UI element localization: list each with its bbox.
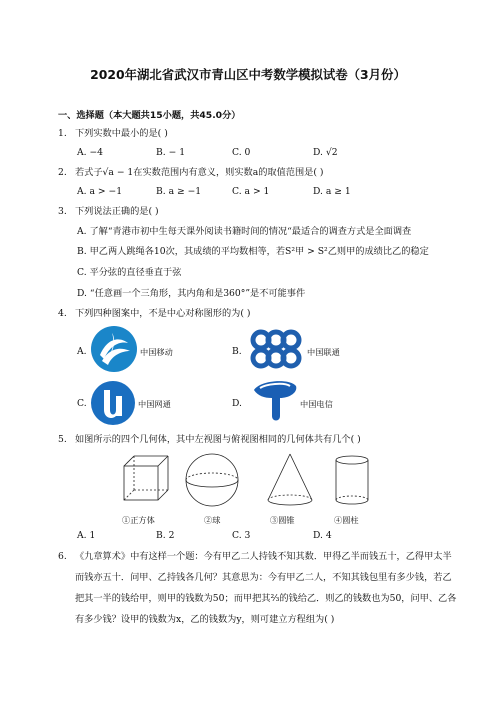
option-c: C. 0	[232, 147, 251, 158]
option-c: C. 3	[232, 530, 251, 541]
china-telecom-logo-icon	[250, 376, 300, 424]
question-number: 2.	[58, 167, 67, 178]
option-d: D.	[232, 398, 242, 409]
option-b: B. 甲乙两人跳绳各10次，其成绩的平均数相等，若S²甲 > S²乙则甲的成绩比乙的稳定	[77, 246, 429, 257]
china-unicom-knot-icon	[246, 328, 306, 372]
question-number: 5.	[58, 434, 67, 445]
option-c: C. a > 1	[232, 186, 270, 197]
question-number: 4.	[58, 308, 67, 319]
logo-caption: 中国移动	[140, 347, 173, 357]
shape-label: ②球	[204, 515, 221, 525]
option-a: A. 了解“青港市初中生每天课外阅读书籍时间的情况“最适合的调查方式是全面调查	[77, 226, 412, 237]
option-a: A. −4	[77, 147, 104, 158]
option-d: D. 4	[313, 530, 332, 541]
question-text-line: 《九章算术》中有这样一个题：今有甲乙二人持钱不知其数．甲得乙半而钱五十，乙得甲太半	[75, 551, 452, 562]
question-text: 若式子√a − 1在实数范围内有意义，则实数a的取值范围是( )	[75, 167, 324, 178]
question-text: 下列实数中最小的是( )	[75, 128, 168, 139]
option-a: A.	[77, 346, 87, 357]
page-title: 2020年湖北省武汉市青山区中考数学模拟试卷（3月份）	[90, 67, 406, 82]
shape-label: ④圆柱	[334, 515, 359, 525]
option-b: B. 2	[156, 530, 175, 541]
option-d: D. √2	[313, 147, 338, 158]
question-text-line: 有多少钱？设甲的钱数为x，乙的钱数为y，则可建立方程组为( )	[75, 614, 335, 625]
option-c: C.	[77, 398, 87, 409]
option-c: C. 平分弦的直径垂直于弦	[77, 267, 182, 278]
china-netcom-logo-icon	[90, 380, 136, 426]
question-text: 下列说法正确的是( )	[75, 206, 159, 217]
question-number: 6.	[58, 551, 67, 562]
option-b: B. a ≥ −1	[156, 186, 202, 197]
solid-figures	[120, 452, 380, 516]
option-b: B. − 1	[156, 147, 186, 158]
question-text: 下列四种图案中，不是中心对称图形的为( )	[75, 308, 251, 319]
question-text: 如图所示的四个几何体，其中左视图与俯视图相同的几何体共有几个( )	[75, 434, 361, 445]
question-number: 3.	[58, 206, 67, 217]
question-text-line: 而钱亦五十．问甲、乙持钱各几何？其意思为：今有甲乙二人，不知其钱包里有多少钱，若乙	[75, 572, 452, 583]
option-d: D. “任意画一个三角形，其内角和是360°”是不可能事件	[77, 288, 306, 299]
section-heading: 一、选择题（本大题共15小题，共45.0分）	[58, 110, 241, 121]
logo-caption: 中国网通	[138, 399, 171, 409]
option-d: D. a ≥ 1	[313, 186, 351, 197]
question-number: 1.	[58, 128, 67, 139]
china-mobile-logo-icon	[90, 325, 138, 373]
option-b: B.	[232, 346, 242, 357]
logo-caption: 中国联通	[307, 347, 340, 357]
shape-label: ①正方体	[122, 515, 155, 525]
question-text-line: 把其一半的钱给甲，则甲的钱数为50；而甲把其⅔的钱给乙．则乙的钱数也为50，问甲、乙各	[75, 593, 457, 604]
shape-label: ③圆锥	[270, 515, 295, 525]
option-a: A. a > −1	[77, 186, 123, 197]
logo-caption: 中国电信	[300, 399, 333, 409]
option-a: A. 1	[77, 530, 96, 541]
